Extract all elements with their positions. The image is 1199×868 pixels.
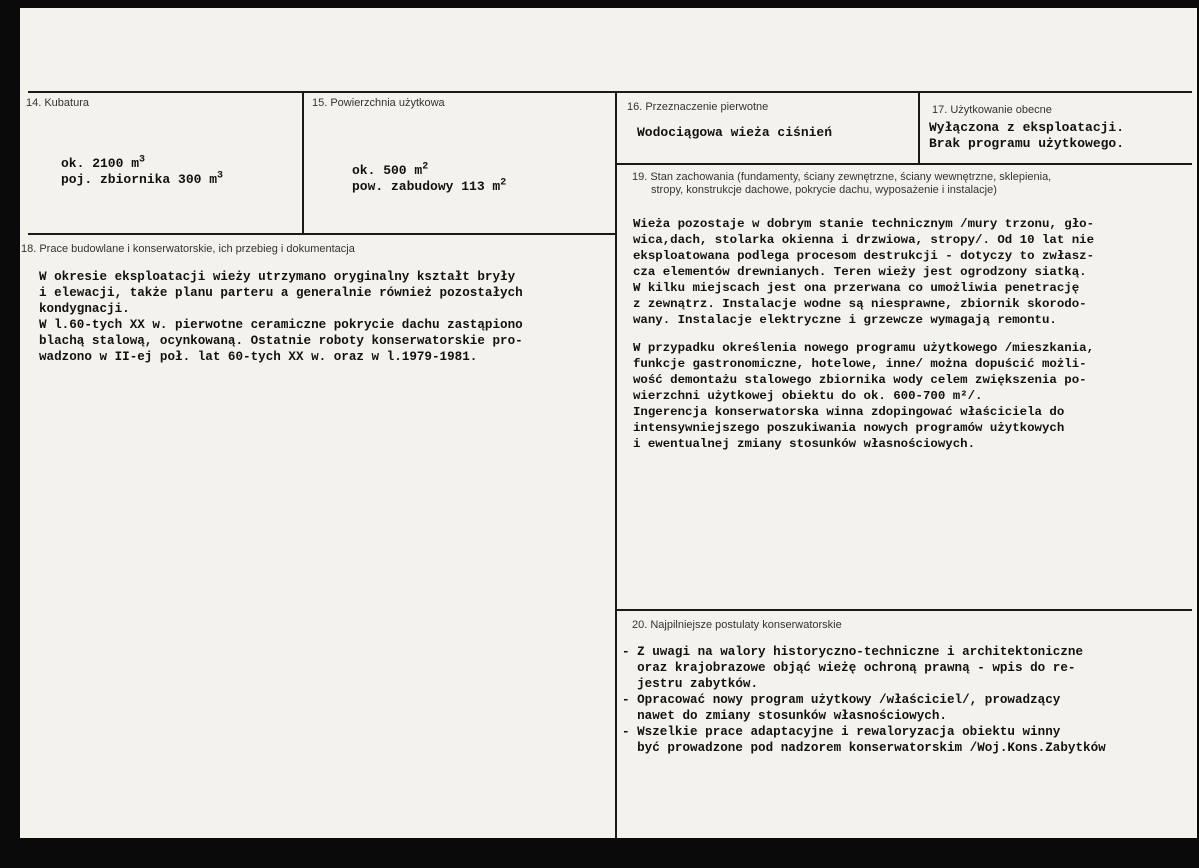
s20-i0-l2: jestru zabytków. (622, 677, 759, 691)
section-14-line2-sup: 3 (217, 170, 224, 182)
section-17-line1: Wyłączona z eksploatacji. (929, 120, 1125, 135)
s20-i2-l1: być prowadzone pod nadzorem konserwatorskim /Woj.Kons.Zabytków (622, 741, 1106, 755)
section-14-label: 14. Kubatura (26, 97, 89, 109)
vline-16-17 (918, 92, 920, 164)
section-14-line1-sup: 3 (139, 154, 146, 166)
section-15-label: 15. Powierzchnia użytkowa (312, 97, 445, 109)
s20-i1-l1: nawet do zmiany stosunków własnościowych. (622, 709, 947, 723)
section-19-text (633, 216, 1094, 452)
section-16-value: Wodociągowa wieża ciśnień (637, 125, 833, 140)
s19-p1-l1: wica,dach, stolarka okienna i drzwiowa, stropy/. Od 10 lat nie (633, 233, 1095, 247)
section-17-value (929, 120, 1124, 152)
s19-p1-l0: Wieża pozostaje w dobrym stanie technicznym /mury trzonu, gło- (633, 217, 1095, 231)
s19-p1-l2: eksploatowana podlega procesom destrukcji - dotyczy to zwłasz- (633, 249, 1095, 263)
section-15-line1: ok. 500 m (352, 163, 423, 178)
s20-i1-l0: - Opracować nowy program użytkowy /właściciel/, prowadzący (622, 693, 1061, 707)
s18-l2: kondygnacji. (39, 302, 130, 316)
vline-15-16 (615, 92, 617, 838)
section-14-value (61, 124, 223, 220)
s20-i0-l1: oraz krajobrazowe objąć wieżę ochroną prawną - wpis do re- (622, 661, 1076, 675)
s19-p1-l5: z zewnątrz. Instalacje wodne są niesprawne, zbiornik skorodo- (633, 297, 1087, 311)
top-rule (28, 91, 1192, 93)
section-17-line2: Brak programu użytkowego. (929, 136, 1125, 151)
s19-p2-l5: intensywniejszego poszukiwania nowych programów użytkowych (633, 421, 1065, 435)
s19-p2-l0: W przypadku określenia nowego programu użytkowego /mieszkania, (633, 341, 1095, 355)
s19-p1-l6: wany. Instalacje elektryczne i grzewcze wymagają remontu. (633, 313, 1057, 327)
s18-l4: blachą stalową, ocynkowaną. Ostatnie roboty konserwatorskie pro- (39, 334, 523, 348)
s19-p2-l6: i ewentualnej zmiany stosunków własnościowych. (633, 437, 976, 451)
hline-20 (616, 609, 1192, 611)
section-20-list (622, 644, 1106, 756)
s19-p1-l3: cza elementów drewnianych. Teren wieży jest ogrodzony siatką. (633, 265, 1087, 279)
section-15-line2: pow. zabudowy 113 m (352, 179, 501, 194)
s20-i2-l0: - Wszelkie prace adaptacyjne i rewaloryzacja obiektu winny (622, 725, 1061, 739)
section-19-label-line1: 19. Stan zachowania (fundamenty, ściany zewnętrzne, ściany wewnętrzne, sklepienia, (632, 171, 1052, 183)
section-16-label: 16. Przeznaczenie pierwotne (627, 101, 769, 113)
hline-18 (28, 233, 616, 235)
section-15-value (352, 131, 506, 227)
section-15-line2-sup: 2 (500, 177, 507, 189)
s19-p2-l1: funkcje gastronomiczne, hotelowe, inne/ można dopuścić możli- (633, 357, 1087, 371)
vline-14-15 (302, 92, 304, 234)
s19-p2-l2: wość demontażu stalowego zbiornika wody celem zwiększenia po- (633, 373, 1087, 387)
s18-l5: wadzono w II-ej poł. lat 60-tych XX w. oraz w l.1979-1981. (39, 350, 478, 364)
section-14-line2: poj. zbiornika 300 m (61, 172, 218, 187)
section-18-text (39, 269, 523, 365)
s19-p2-l3: wierzchni użytkowej obiektu do ok. 600-700 m²/. (633, 389, 983, 403)
s20-i0-l0: - Z uwagi na walory historyczno-techniczne i architektoniczne (622, 645, 1084, 659)
s19-p2-l4: Ingerencja konserwatorska winna zdopingować właściciela do (633, 405, 1065, 419)
s19-p1-l4: W kilku miejscach jest ona przerwana co umożliwia penetrację (633, 281, 1080, 295)
document-sheet (20, 8, 1197, 838)
hline-19 (616, 163, 1192, 165)
s18-l3: W l.60-tych XX w. pierwotne ceramiczne pokrycie dachu zastąpiono (39, 318, 523, 332)
section-20-label: 20. Najpilniejsze postulaty konserwatorskie (632, 619, 842, 631)
section-17-label: 17. Użytkowanie obecne (932, 104, 1052, 116)
s18-l0: W okresie eksploatacji wieży utrzymano oryginalny kształt bryły (39, 270, 516, 284)
section-14-line1: ok. 2100 m (61, 156, 140, 171)
s18-l1: i elewacji, także planu parteru a generalnie również pozostałych (39, 286, 523, 300)
section-19-label-line2: stropy, konstrukcje dachowe, pokrycie dachu, wyposażenie i instalacje) (651, 184, 997, 196)
section-19-label (632, 171, 1051, 197)
section-15-line1-sup: 2 (422, 161, 429, 173)
section-18-label: 18. Prace budowlane i konserwatorskie, ich przebieg i dokumentacja (21, 243, 355, 255)
